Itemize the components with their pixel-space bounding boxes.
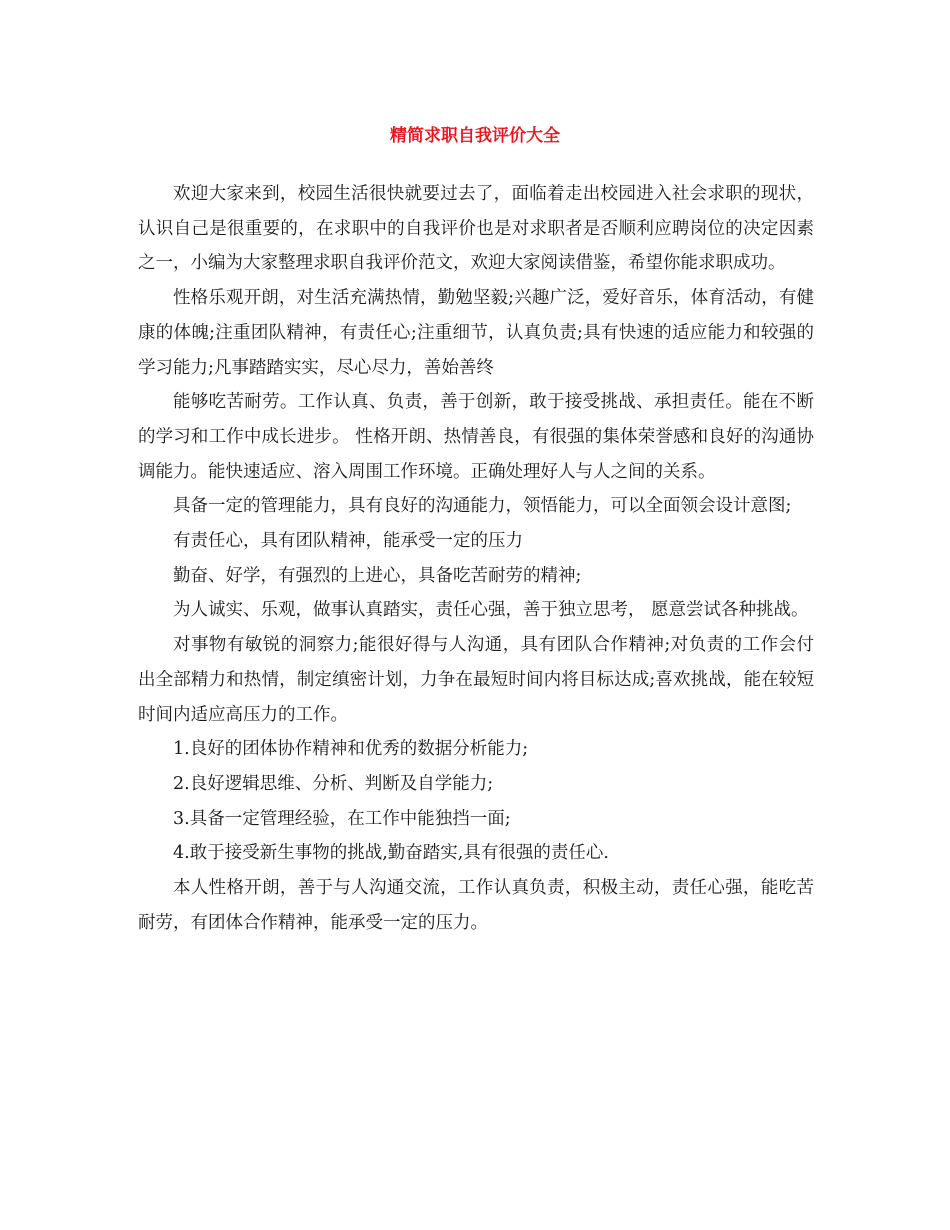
- paragraph: 为人诚实、乐观，做事认真踏实，责任心强，善于独立思考， 愿意尝试各种挑战。: [173, 600, 809, 621]
- list-item: 4.敢于接受新生事物的挑战,勤奋踏实,具有很强的责任心.: [173, 843, 609, 864]
- paragraph-intro: 欢迎大家来到，校园生活很快就要过去了，面临着走出校园进入社会求职的现状，认识自己是很重要的，在求职中的自我评价也是对求职者是否顺利应聘岗位的决定因素之一，小编为大家整理求职自我评价范文，欢迎大家阅读借鉴，希望你能求职成功。: [138, 184, 814, 274]
- list-item: 1.良好的团体协作精神和优秀的数据分析能力;: [173, 739, 529, 760]
- list-item: 2.良好逻辑思维、分析、判断及自学能力;: [173, 773, 494, 794]
- document-body: [138, 177, 814, 940]
- paragraph: 性格乐观开朗，对生活充满热情，勤勉坚毅;兴趣广泛，爱好音乐，体育活动，有健康的体魄;注重团队精神，有责任心;注重细节，认真负责;具有快速的适应能力和较强的学习能力;凡事踏踏实实，尽心尽力，善始善终: [138, 288, 814, 378]
- document-title: 精简求职自我评价大全: [390, 126, 560, 146]
- paragraph: 能够吃苦耐劳。工作认真、负责，善于创新，敢于接受挑战、承担责任。能在不断的学习和工作中成长进步。 性格开朗、热情善良，有很强的集体荣誉感和良好的沟通协调能力。能快速适应、溶入周围工作环境。正确处理好人与人之间的关系。: [138, 392, 814, 482]
- paragraph-closing: 本人性格开朗，善于与人沟通交流，工作认真负责，积极主动，责任心强，能吃苦耐劳，有团体合作精神，能承受一定的压力。: [138, 878, 814, 933]
- paragraph: 对事物有敏锐的洞察力;能很好得与人沟通，具有团队合作精神;对负责的工作会付出全部精力和热情，制定缜密计划，力争在最短时间内将目标达成;喜欢挑战，能在较短时间内适应高压力的工作。: [138, 635, 814, 725]
- paragraph: 勤奋、好学，有强烈的上进心，具备吃苦耐劳的精神;: [173, 565, 582, 586]
- paragraph: 有责任心，具有团队精神，能承受一定的压力: [173, 531, 523, 552]
- list-item: 3.具备一定管理经验，在工作中能独挡一面;: [173, 808, 511, 829]
- paragraph: 具备一定的管理能力，具有良好的沟通能力，领悟能力，可以全面领会设计意图;: [173, 496, 792, 517]
